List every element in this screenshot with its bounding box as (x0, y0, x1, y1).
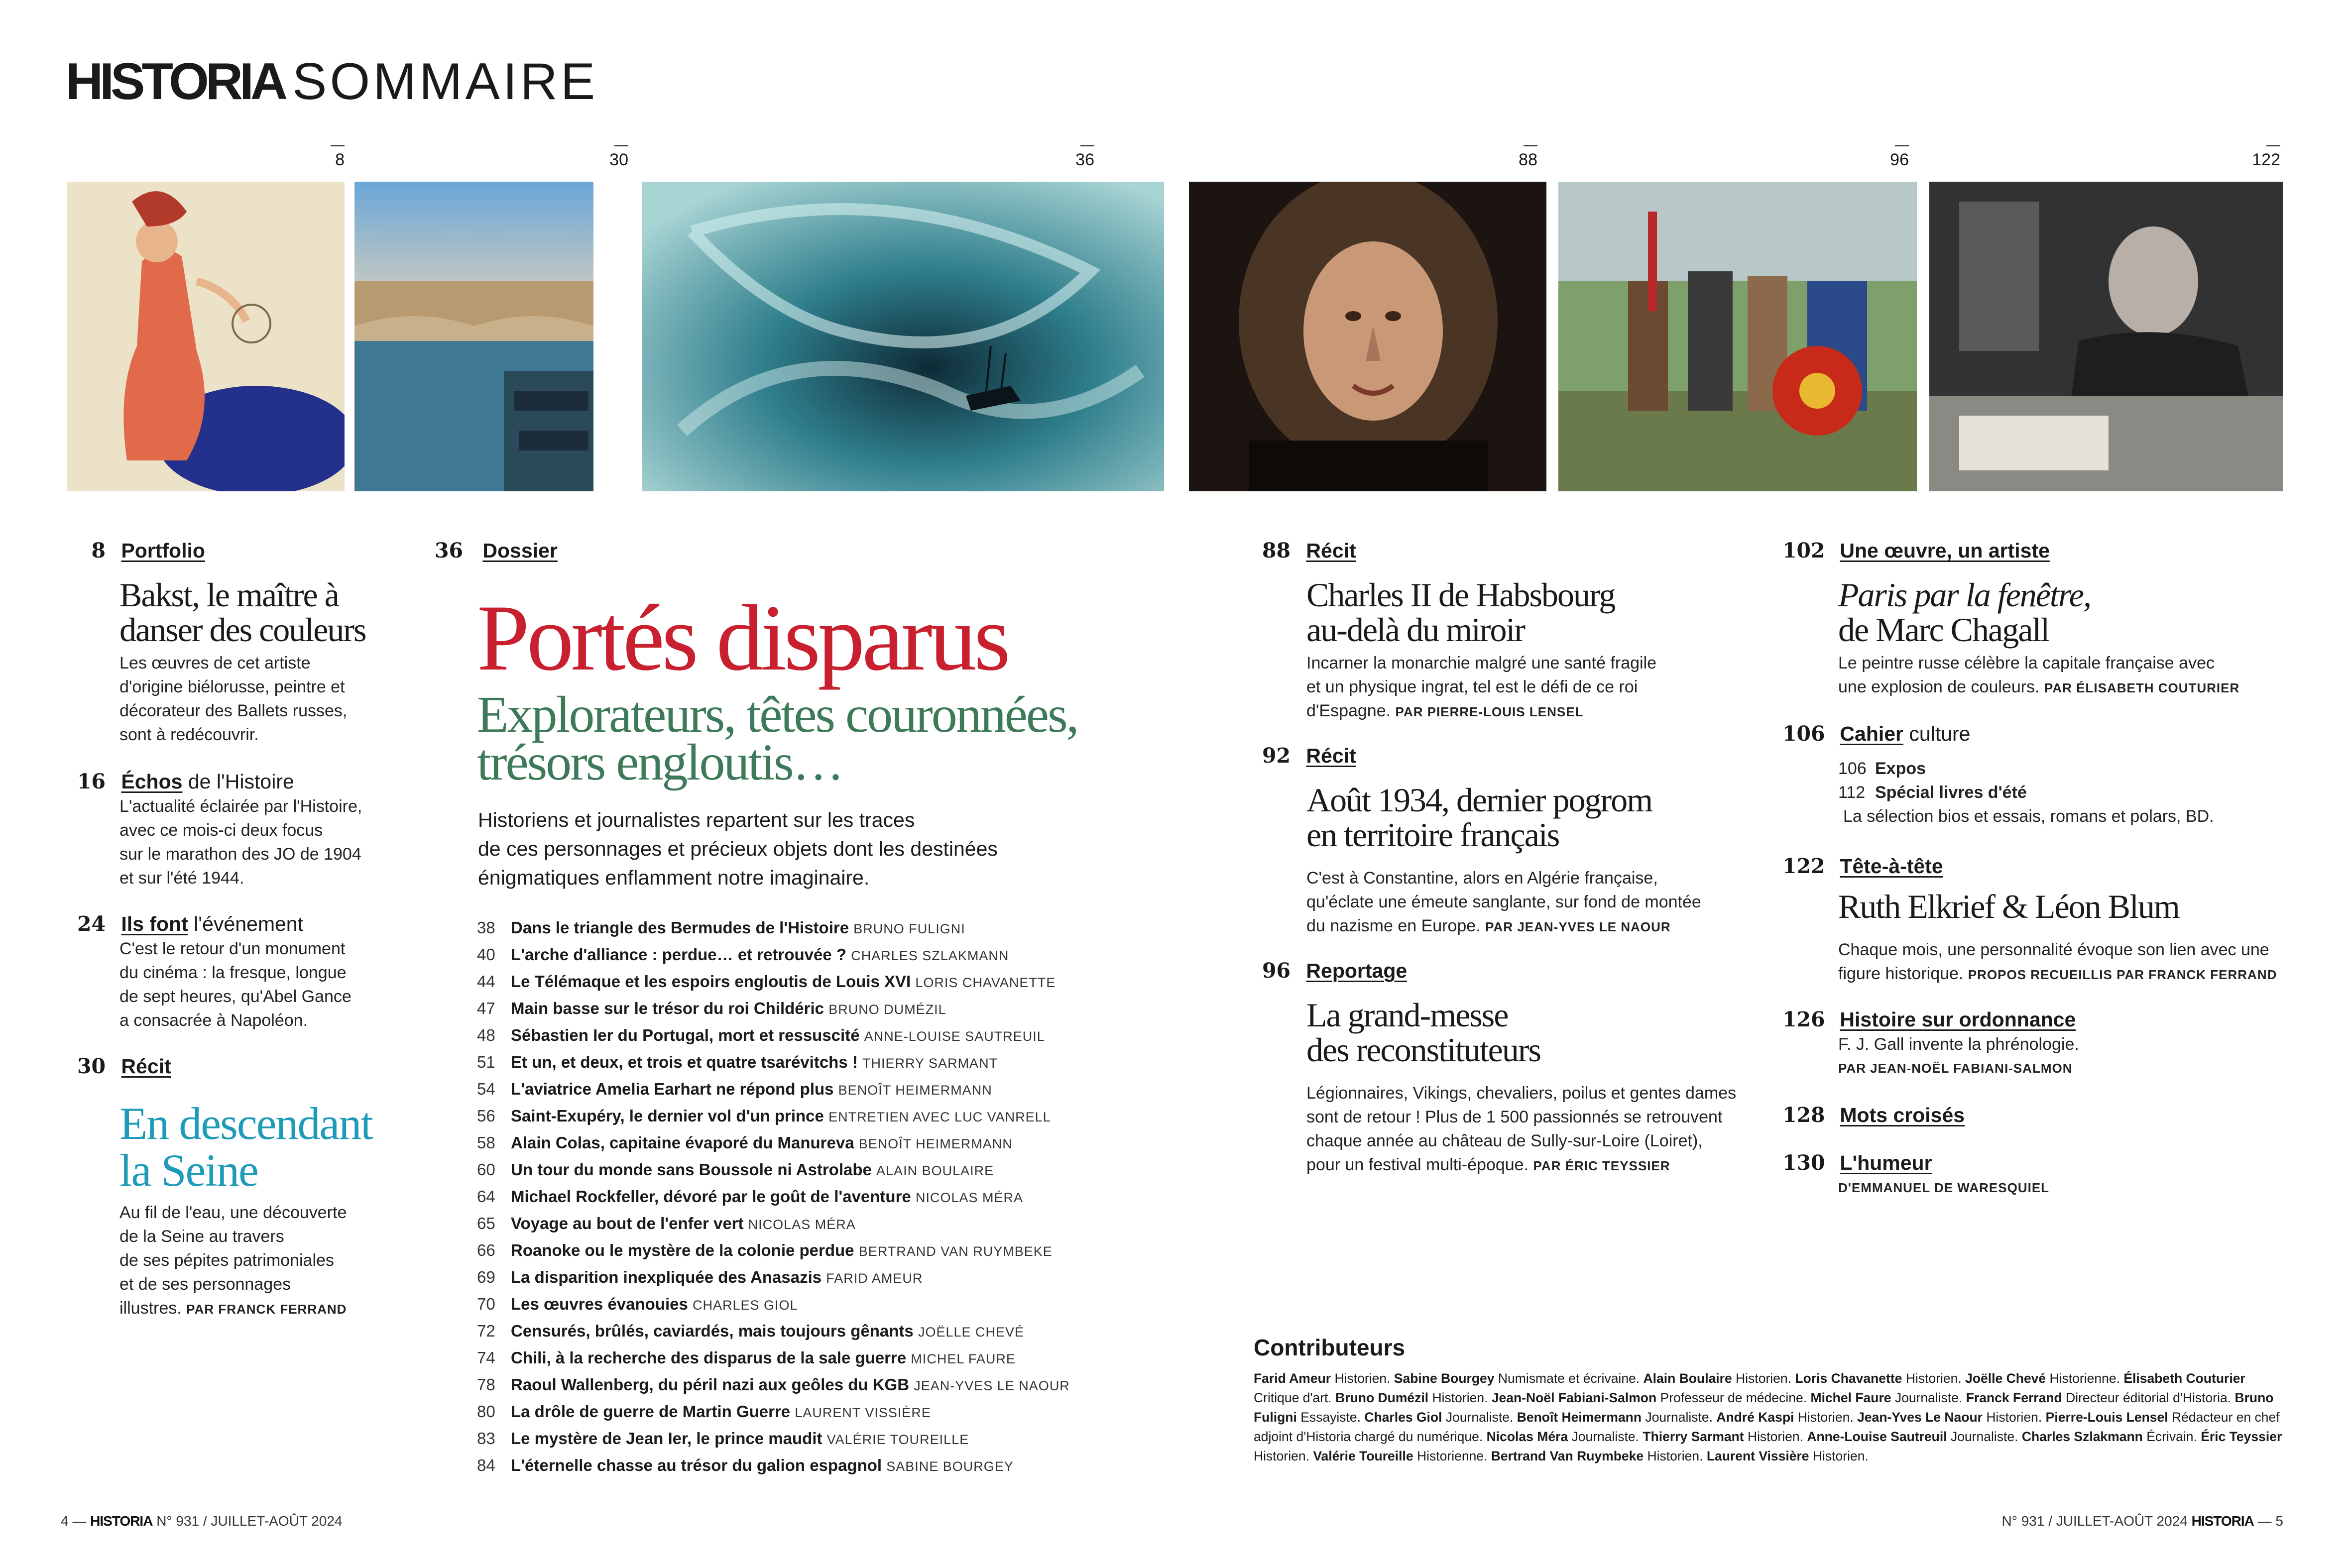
contributor-role: Historien. (1254, 1449, 1309, 1463)
dossier-item[interactable] (477, 1130, 1124, 1157)
portfolio-summary: Les œuvres de cet artiste d'origine biélorusse, peintre et décorateur des Ballets russes, sont à redécouvrir. (119, 654, 348, 744)
footer-left: 4 — HISTORIA N° 931 / JUILLET-AOÛT 2024 (61, 1513, 343, 1529)
dossier-item-page: 72 (477, 1322, 495, 1340)
dossier-item-page: 56 (477, 1107, 495, 1125)
dossier-item[interactable] (477, 1345, 1124, 1372)
dossier-item-page: 65 (477, 1214, 495, 1232)
dossier-item[interactable] (477, 1076, 1124, 1103)
dossier-item[interactable] (477, 1237, 1124, 1264)
recit-92-headline: Août 1934, dernier pogrom en territoire français (1306, 781, 1652, 854)
contributor-role: Historien. (1812, 1449, 1869, 1463)
contributor-name: Sabine Bourgey (1394, 1371, 1495, 1386)
dossier-item[interactable] (477, 1264, 1124, 1291)
image-page-tag: 30 (592, 150, 628, 170)
section-reportage[interactable]: 96 Reportage (1262, 959, 1408, 983)
contributor-role: Historien. (1905, 1371, 1962, 1386)
contributor-role: Critique d'art. (1254, 1390, 1332, 1405)
dossier-item-author: NICOLAS MÉRA (915, 1190, 1023, 1205)
recit-92-summary: C'est à Constantine, alors en Algérie française, qu'éclate une émeute sanglante, sur fond de montée du nazisme en Europe. PAR JEAN-YVES LE NAOUR (1306, 869, 1701, 935)
dossier-item-author: JOËLLE CHEVÉ (918, 1325, 1025, 1340)
recit-88-summary: Incarner la monarchie malgré une santé fragile et un physique ingrat, tel est le défi de ce roi d'Espagne. PAR PIERRE-LOUIS LENSEL (1306, 654, 1657, 720)
contributor-role: Journaliste. (1571, 1429, 1640, 1444)
masthead (66, 54, 598, 109)
dossier-item-page: 78 (477, 1375, 495, 1394)
ils-font-summary: C'est le retour d'un monument du cinéma : la fresque, longue de sept heures, qu'Abel Gance a consacrée à Napoléon. (119, 939, 352, 1030)
dossier-item-page: 74 (477, 1348, 495, 1367)
portfolio-headline: Bakst, le maître à danser des couleurs (119, 576, 366, 649)
dossier-item[interactable] (477, 1372, 1124, 1399)
dossier-item[interactable] (477, 1157, 1124, 1184)
footer-right: N° 931 / JUILLET-AOÛT 2024 HISTORIA — 5 (2001, 1513, 2283, 1529)
section-echos[interactable]: 16 Échos de l'Histoire (77, 770, 294, 793)
dossier-item-title: Le mystère de Jean Ier, le prince maudit (511, 1429, 822, 1448)
contributor-role: Historienne. (2049, 1371, 2120, 1386)
dossier-item[interactable] (477, 1049, 1124, 1076)
charles-ii-portrait (1189, 182, 1546, 491)
dossier-item-author: JEAN-YVES LE NAOUR (914, 1378, 1070, 1393)
dossier-item[interactable] (477, 969, 1124, 996)
contributor-name: Pierre-Louis Lensel (2045, 1410, 2168, 1425)
contributor-role: Journaliste. (1645, 1410, 1713, 1425)
contributor-role: Historien. (1748, 1429, 1803, 1444)
contributor-role: Historien. (1432, 1390, 1488, 1405)
dossier-item[interactable] (477, 1022, 1124, 1049)
dossier-item[interactable] (477, 1453, 1124, 1479)
contributor-name: Charles Szlakmann (2021, 1429, 2143, 1444)
seine-headline: En descendant la Seine (119, 1098, 372, 1196)
dossier-item-title: Roanoke ou le mystère de la colonie perdue (511, 1241, 854, 1259)
dossier-item-page: 58 (477, 1133, 495, 1152)
dossier-item[interactable] (477, 996, 1124, 1022)
contributor-name: Alain Boulaire (1643, 1371, 1732, 1386)
dossier-item[interactable] (477, 1426, 1124, 1453)
dossier-item-title: Et un, et deux, et trois et quatre tsarévitchs ! (511, 1053, 858, 1071)
reportage-headline: La grand-messe des reconstituteurs (1306, 996, 1540, 1069)
humeur-byline: D'EMMANUEL DE WARESQUIEL (1838, 1180, 2050, 1195)
dossier-item-title: Un tour du monde sans Boussole ni Astrolabe (511, 1160, 872, 1179)
contributor-role: Journaliste. (1950, 1429, 2018, 1444)
contributor-role: Journaliste. (1894, 1390, 1963, 1405)
dossier-item-page: 38 (477, 918, 495, 937)
dossier-item-title: Censurés, brûlés, caviardés, mais toujours gênants (511, 1322, 914, 1340)
dossier-item[interactable] (477, 1318, 1124, 1345)
dossier-item-title: La drôle de guerre de Martin Guerre (511, 1402, 791, 1421)
contributor-name: Jean-Noël Fabiani-Salmon (1491, 1390, 1657, 1405)
echos-summary: L'actualité éclairée par l'Histoire, avec ce mois-ci deux focus sur le marathon des JO de 1904 et sur l'été 1944. (119, 797, 362, 888)
contributor-name: Jean-Yves Le Naour (1857, 1410, 1983, 1425)
contributor-name: Charles Giol (1364, 1410, 1442, 1425)
contributor-name: Joëlle Chevé (1965, 1371, 2046, 1386)
section-ordonnance[interactable]: 126 Histoire sur ordonnance (1782, 1008, 2076, 1031)
dossier-item-page: 48 (477, 1026, 495, 1044)
dossier-item-title: Les œuvres évanouies (511, 1295, 688, 1313)
dossier-item-title: Saint-Exupéry, le dernier vol d'un prince (511, 1107, 824, 1125)
dossier-item-title: L'éternelle chasse au trésor du galion espagnol (511, 1456, 882, 1474)
contributor-name: Anne-Louise Sautreuil (1807, 1429, 1947, 1444)
contributor-name: Loris Chavanette (1795, 1371, 1902, 1386)
contributor-name: Laurent Vissière (1706, 1449, 1809, 1463)
dossier-item-author: THIERRY SARMANT (862, 1056, 998, 1071)
section-recit-88[interactable]: 88 Récit (1262, 539, 1356, 562)
contributor-name: Élisabeth Couturier (2123, 1371, 2245, 1386)
dossier-item-page: 47 (477, 999, 495, 1017)
dossier-item[interactable] (477, 915, 1124, 942)
contributor-role: Historien. (1797, 1410, 1854, 1425)
section-mots-croises[interactable]: 128 Mots croisés (1782, 1103, 1965, 1127)
dossier-item-author: MICHEL FAURE (911, 1351, 1016, 1366)
dossier-subtitle: Explorateurs, têtes couronnées, trésors engloutis… (477, 686, 1078, 791)
dossier-item-author: CHARLES SZLAKMANN (851, 948, 1009, 963)
dossier-item[interactable] (477, 1399, 1124, 1426)
dossier-item-title: Michael Rockfeller, dévoré par le goût de l'aventure (511, 1187, 911, 1206)
dossier-item-author: BENOÎT HEIMERMANN (838, 1083, 992, 1098)
image-page-tag: 122 (2244, 150, 2280, 170)
dossier-item-author: LAURENT VISSIÈRE (795, 1405, 931, 1420)
dossier-item-page: 70 (477, 1295, 495, 1313)
reenactors-photo (1558, 182, 1917, 491)
dossier-item-title: Main basse sur le trésor du roi Childéric (511, 999, 824, 1017)
image-page-tag: 96 (1873, 150, 1909, 170)
dossier-item-title: L'aviatrice Amelia Earhart ne répond plus (511, 1080, 834, 1098)
dossier-item-page: 64 (477, 1187, 495, 1206)
dossier-item-author: CHARLES GIOL (693, 1298, 798, 1313)
contributor-role: Écrivain. (2146, 1429, 2197, 1444)
section-cahier[interactable]: 106 Cahier culture (1782, 722, 1971, 746)
image-page-tag: 8 (309, 150, 345, 170)
seine-summary: Au fil de l'eau, une découverte de la Seine au travers de ses pépites patrimoniales et de ses personnages illustres. PAR FRANCK FERRAND (119, 1203, 347, 1318)
image-page-tag: 88 (1502, 150, 1537, 170)
dossier-item-title: L'arche d'alliance : perdue… et retrouvée ? (511, 945, 847, 964)
contributor-role: Directeur éditorial d'Historia. (2066, 1390, 2232, 1405)
contributor-name: Michel Faure (1810, 1390, 1891, 1405)
contributor-role: Rédacteur en chef adjoint d'Historia chargé du numérique. (1254, 1410, 2280, 1444)
dossier-item-page: 66 (477, 1241, 495, 1259)
bakst-illustration (67, 182, 345, 491)
dossier-item-author: LORIS CHAVANETTE (915, 975, 1056, 990)
dossier-item-author: ALAIN BOULAIRE (876, 1163, 994, 1178)
shipwreck-painting (642, 182, 1164, 491)
dossier-item-title: Sébastien Ier du Portugal, mort et ressuscité (511, 1026, 860, 1044)
contributors-list (1254, 1369, 2289, 1466)
seine-photo (354, 182, 593, 491)
contributor-role: Historien. (1647, 1449, 1703, 1463)
dossier-item-author: VALÉRIE TOUREILLE (826, 1432, 969, 1447)
dossier-item-author: FARID AMEUR (826, 1271, 923, 1286)
dossier-item-title: Alain Colas, capitaine évaporé du Manureva (511, 1133, 854, 1152)
section-recit-30[interactable]: 30 Récit (77, 1054, 171, 1078)
dossier-item[interactable] (477, 1291, 1124, 1318)
dossier-item[interactable] (477, 1103, 1124, 1130)
dossier-item-title: Raoul Wallenberg, du péril nazi aux geôles du KGB (511, 1375, 910, 1394)
dossier-item-page: 83 (477, 1429, 495, 1448)
leon-blum-photo (1929, 182, 2283, 491)
oeuvre-headline: Paris par la fenêtre, de Marc Chagall (1838, 576, 2091, 649)
contributor-role: Historien. (1736, 1371, 1792, 1386)
ordonnance-summary: F. J. Gall invente la phrénologie. PAR JEAN-NOËL FABIANI-SALMON (1838, 1035, 2079, 1076)
dossier-item-page: 51 (477, 1053, 495, 1071)
contributor-name: Éric Teyssier (2201, 1429, 2282, 1444)
contributor-role: Historien. (1334, 1371, 1391, 1386)
dossier-article-list (477, 915, 1124, 1479)
contributor-name: Bertrand Van Ruymbeke (1491, 1449, 1644, 1463)
dossier-item-author: BRUNO FULIGNI (853, 921, 965, 936)
dossier-item-author: ANNE-LOUISE SAUTREUIL (864, 1029, 1045, 1044)
dossier-item[interactable] (477, 942, 1124, 969)
section-ils-font[interactable]: 24 Ils font l'événement (77, 912, 303, 936)
section-recit-92[interactable]: 92 Récit (1262, 744, 1356, 768)
dossier-item-author: BERTRAND VAN RUYMBEKE (858, 1244, 1053, 1259)
tete-a-tete-summary: Chaque mois, une personnalité évoque son lien avec une figure historique. PROPOS RECUEILLIS PAR FRANCK FERRAND (1838, 940, 2277, 983)
dossier-item-title: Voyage au bout de l'enfer vert (511, 1214, 744, 1232)
dossier-item-title: Le Télémaque et les espoirs engloutis de Louis XVI (511, 972, 911, 991)
dossier-item-title: Chili, à la recherche des disparus de la sale guerre (511, 1348, 907, 1367)
contributor-name: Benoît Heimermann (1517, 1410, 1642, 1425)
dossier-item-author: ENTRETIEN AVEC LUC VANRELL (828, 1110, 1051, 1124)
dossier-item-page: 54 (477, 1080, 495, 1098)
dossier-item-author: NICOLAS MÉRA (748, 1217, 856, 1232)
page-title: SOMMAIRE (292, 53, 598, 111)
contributor-role: Historien. (1986, 1410, 2042, 1425)
dossier-item-page: 40 (477, 945, 495, 964)
contributor-role: Historienne. (1417, 1449, 1488, 1463)
dossier-item-title: La disparition inexpliquée des Anasazis (511, 1268, 822, 1286)
contributor-name: Bruno Dumézil (1335, 1390, 1429, 1405)
contributor-name: André Kaspi (1716, 1410, 1794, 1425)
contributor-role: Journaliste. (1445, 1410, 1514, 1425)
dossier-intro: Historiens et journalistes repartent sur les traces de ces personnages et précieux objets dont les destinées énigmatiques enflamment notre imaginaire. (478, 808, 998, 889)
section-dossier[interactable]: 36 Dossier (434, 539, 558, 562)
contributor-role: Essayiste. (1300, 1410, 1361, 1425)
dossier-item[interactable] (477, 1211, 1124, 1237)
image-page-tag: 36 (1058, 150, 1094, 170)
contributor-name: Valérie Toureille (1313, 1449, 1413, 1463)
dossier-item-page: 84 (477, 1456, 495, 1474)
dossier-item[interactable] (477, 1184, 1124, 1211)
dossier-item-title: Dans le triangle des Bermudes de l'Histoire (511, 918, 849, 937)
section-tete-a-tete[interactable]: 122 Tête-à-tête (1782, 854, 1943, 878)
dossier-item-page: 80 (477, 1402, 495, 1421)
dossier-item-page: 69 (477, 1268, 495, 1286)
dossier-item-page: 60 (477, 1160, 495, 1179)
dossier-item-page: 44 (477, 972, 495, 991)
contributors-title: Contributeurs (1254, 1335, 1406, 1360)
dossier-item-author: BENOÎT HEIMERMANN (858, 1136, 1013, 1151)
dossier-title: Portés disparus (477, 586, 1008, 690)
contributor-name: Thierry Sarmant (1643, 1429, 1744, 1444)
brand-logo: HISTORIA (66, 53, 285, 111)
section-humeur[interactable]: 130 L'humeur (1782, 1151, 1932, 1175)
dossier-item-author: BRUNO DUMÉZIL (828, 1002, 946, 1017)
tete-a-tete-headline: Ruth Elkrief & Léon Blum (1838, 888, 2179, 925)
recit-88-headline: Charles II de Habsbourg au-delà du miroir (1306, 576, 1615, 649)
dossier-item-author: SABINE BOURGEY (886, 1459, 1014, 1474)
contributor-role: Professeur de médecine. (1660, 1390, 1807, 1405)
contributor-name: Nicolas Méra (1486, 1429, 1568, 1444)
section-oeuvre-artiste[interactable]: 102 Une œuvre, un artiste (1782, 539, 2050, 562)
contributor-name: Bruno Fuligni (1254, 1390, 2274, 1425)
oeuvre-summary: Le peintre russe célèbre la capitale française avec une explosion de couleurs. PAR ÉLISABETH COUTURIER (1838, 654, 2240, 696)
contributor-name: Franck Ferrand (1966, 1390, 2062, 1405)
section-portfolio[interactable]: 8 Portfolio (91, 539, 205, 562)
contributor-role: Numismate et écrivaine. (1498, 1371, 1640, 1386)
cahier-list: 106 Expos 112 Spécial livres d'été La sélection bios et essais, romans et polars, BD. (1838, 759, 2214, 826)
contributor-name: Farid Ameur (1254, 1371, 1331, 1386)
reportage-summary: Légionnaires, Vikings, chevaliers, poilus et gentes dames sont de retour ! Plus de 1 500 passionnés se retrouvent chaque année au château de Sully-sur-Loire (Loiret), pour un festival multi-époque. PAR ÉRIC TEYSSIER (1306, 1084, 1737, 1174)
